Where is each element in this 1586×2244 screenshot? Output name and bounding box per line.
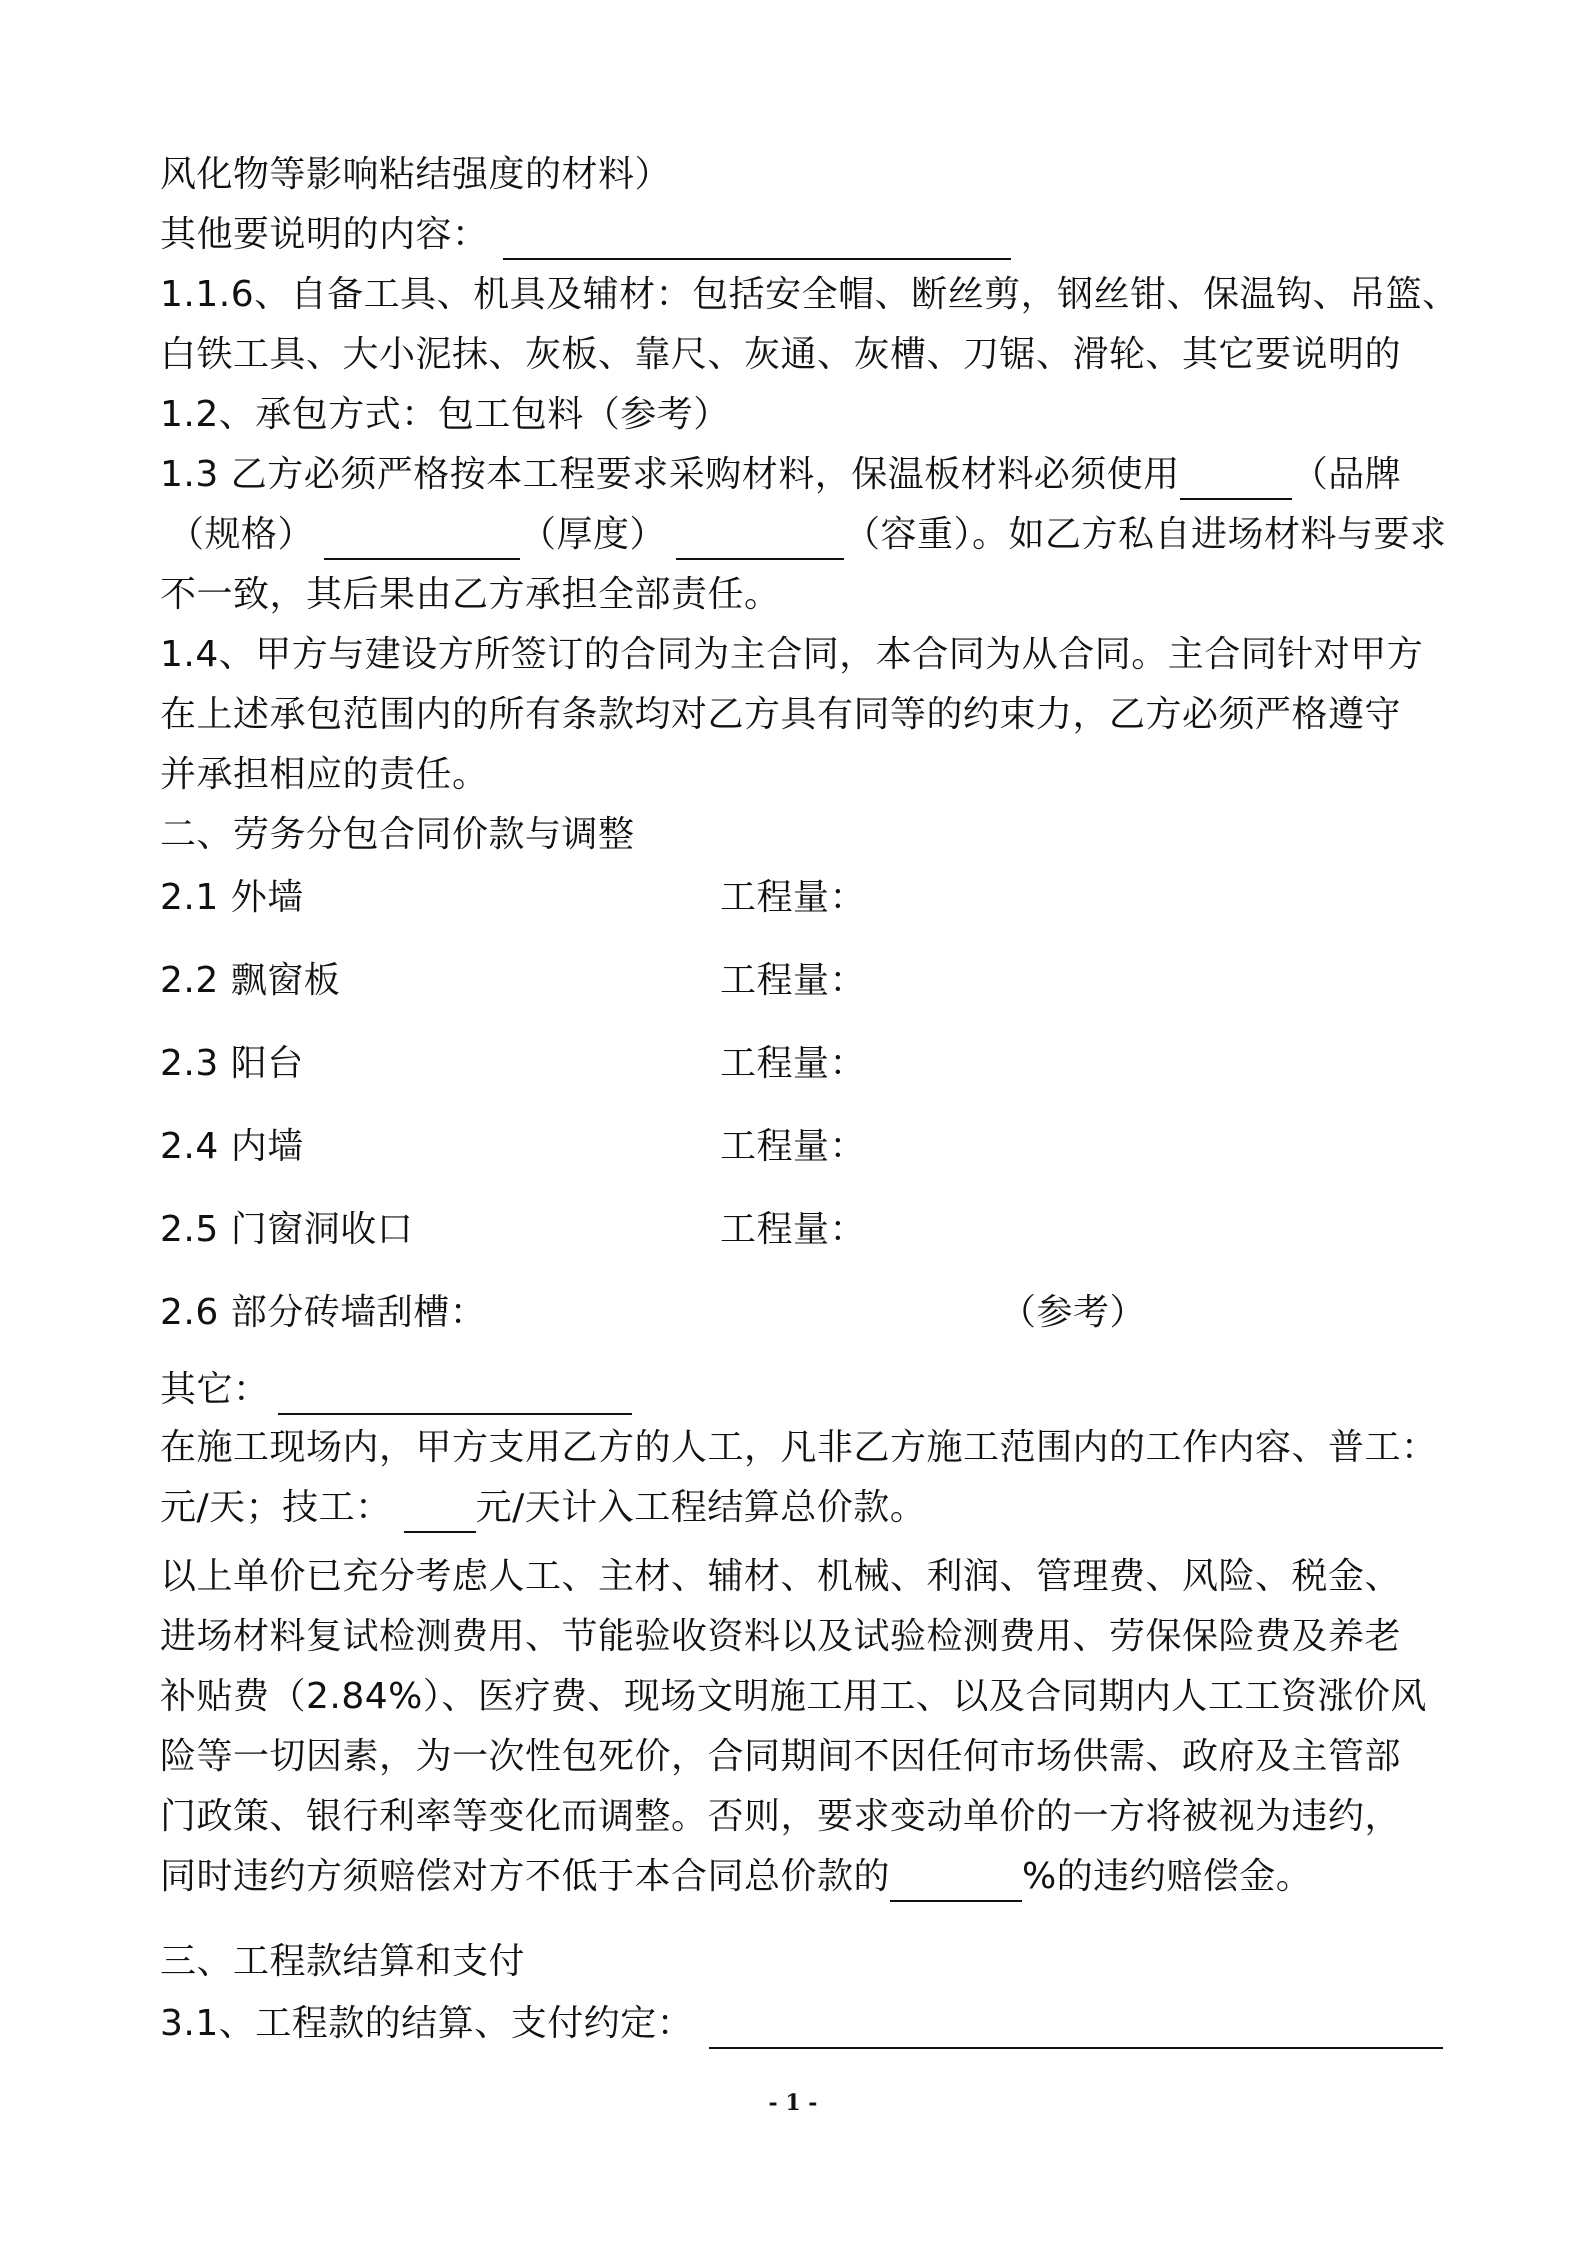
- text: 其他要说明的内容：: [160, 214, 489, 255]
- qty-label: 工程量：: [720, 877, 867, 918]
- brand-blank[interactable]: [1180, 460, 1292, 500]
- text-line: [160, 150, 671, 200]
- text-line: [160, 1672, 1427, 1722]
- section-heading: [160, 1937, 525, 1987]
- section-heading: [160, 810, 635, 860]
- text: 1.1.6、自备工具、机具及辅材：包括安全帽、断丝剪，钢丝钳、保温钩、吊篮、: [160, 274, 1459, 315]
- item-row: [160, 956, 867, 1006]
- text: 元/天计入工程结算总价款。: [475, 1487, 927, 1528]
- text-line: [160, 330, 1401, 380]
- text: 1.4、甲方与建设方所签订的合同为主合同，本合同为从合同。主合同针对甲方: [160, 634, 1424, 675]
- text: 门政策、银行利率等变化而调整。否则，要求变动单价的一方将被视为违约，: [160, 1796, 1402, 1837]
- text-line: [160, 570, 781, 620]
- spec-line: [168, 510, 1447, 560]
- other-blank[interactable]: [278, 1375, 632, 1415]
- settlement-blank[interactable]: [709, 2009, 1443, 2049]
- other-line: [160, 1365, 632, 1415]
- text: 在上述承包范围内的所有条款均对乙方具有同等的约束力，乙方必须严格遵守: [160, 694, 1402, 735]
- item-row: [160, 873, 867, 923]
- text: （容重）。如乙方私自进场材料与要求: [844, 514, 1447, 555]
- text: 风化物等影响粘结强度的材料）: [160, 154, 672, 195]
- text: 1.3 乙方必须严格按本工程要求采购材料，保温板材料必须使用: [160, 454, 1180, 495]
- text-line: [160, 630, 1423, 680]
- item-label: 2.5 门窗洞收口: [160, 1209, 414, 1250]
- text-line: [160, 1552, 1401, 1602]
- text: 补贴费（2.84%）、医疗费、现场文明施工用工、以及合同期内人工工资涨价风: [160, 1676, 1427, 1717]
- item-label: 2.4 内墙: [160, 1126, 304, 1167]
- qty-label: 工程量：: [720, 960, 867, 1001]
- item-row: [160, 1122, 867, 1172]
- text: %的违约赔偿金。: [1022, 1856, 1313, 1897]
- skilled-rate-blank[interactable]: [404, 1493, 476, 1533]
- reference-note: （参考）: [1000, 1292, 1147, 1333]
- text-line: [160, 270, 1459, 320]
- item-row: [160, 1205, 867, 1255]
- qty-label: 工程量：: [720, 1126, 867, 1167]
- text-line: [160, 390, 730, 440]
- text: 三、工程款结算和支付: [160, 1941, 526, 1982]
- penalty-line: [160, 1852, 1312, 1902]
- page-number: - 1 -: [768, 2090, 818, 2116]
- item-row: [160, 1288, 1147, 1338]
- text: 不一致，其后果由乙方承担全部责任。: [160, 574, 781, 615]
- text: 险等一切因素，为一次性包死价，合同期间不因任何市场供需、政府及主管部: [160, 1736, 1402, 1777]
- text: （厚度）: [520, 514, 667, 555]
- text-line: [160, 1423, 1438, 1473]
- settlement-line: [160, 1999, 1443, 2049]
- material-line: [160, 450, 1401, 500]
- text: 元/天；技工：: [160, 1487, 392, 1528]
- item-label: 2.1 外墙: [160, 877, 304, 918]
- text: （品牌: [1291, 454, 1402, 495]
- text: 在施工现场内，甲方支用乙方的人工，凡非乙方施工范围内的工作内容、普工：: [160, 1427, 1438, 1468]
- text: 二、劳务分包合同价款与调整: [160, 814, 635, 855]
- labor-rate-line: [160, 1483, 926, 1533]
- fill-blank[interactable]: [503, 220, 1011, 260]
- item-row: [160, 1039, 867, 1089]
- text: （规格）: [168, 514, 315, 555]
- text-line: [160, 1732, 1401, 1782]
- text: 进场材料复试检测费用、节能验收资料以及试验检测费用、劳保保险费及养老: [160, 1616, 1402, 1657]
- text-line: [160, 1612, 1401, 1662]
- text: 3.1、工程款的结算、支付约定：: [160, 2003, 694, 2044]
- penalty-percent-blank[interactable]: [890, 1862, 1022, 1902]
- text: 同时违约方须赔偿对方不低于本合同总价款的: [160, 1856, 891, 1897]
- item-label: 2.2 飘窗板: [160, 960, 341, 1001]
- text-line: [160, 1792, 1401, 1842]
- text: 并承担相应的责任。: [160, 754, 489, 795]
- other-notes-line: [160, 210, 1011, 260]
- item-label: 2.6 部分砖墙刮槽：: [160, 1292, 487, 1333]
- text: 1.2、承包方式：包工包料（参考）: [160, 394, 730, 435]
- qty-label: 工程量：: [720, 1209, 867, 1250]
- text: 其它：: [160, 1369, 270, 1410]
- text: 白铁工具、大小泥抹、灰板、靠尺、灰通、灰槽、刀锯、滑轮、其它要说明的: [160, 334, 1402, 375]
- qty-label: 工程量：: [720, 1043, 867, 1084]
- thickness-blank[interactable]: [676, 520, 844, 560]
- text: 以上单价已充分考虑人工、主材、辅材、机械、利润、管理费、风险、税金、: [160, 1556, 1402, 1597]
- item-label: 2.3 阳台: [160, 1043, 304, 1084]
- spec-blank[interactable]: [324, 520, 520, 560]
- text-line: [160, 750, 489, 800]
- text-line: [160, 690, 1401, 740]
